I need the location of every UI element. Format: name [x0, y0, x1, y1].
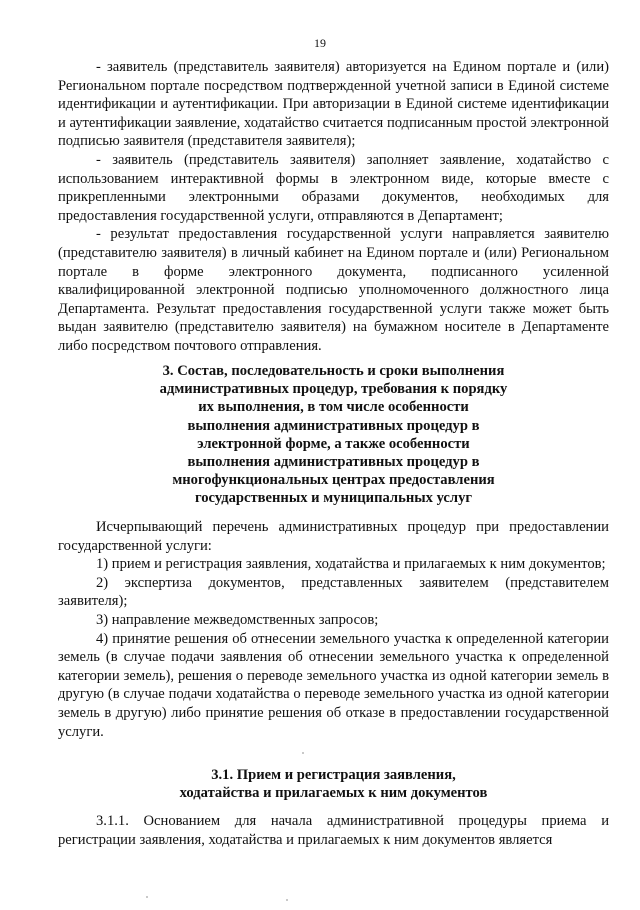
section-3-heading — [58, 362, 609, 508]
intro-section — [58, 58, 609, 356]
paragraph-authorization: - заявитель (представитель заявителя) авторизуется на Едином портале и (или) Региональном портале посредством подтвержденной учетной записи в Единой системе идентификации и аутентификации. При авторизации в Единой системе идентификации и аутентификации заявление, ходатайство считается подписанным простой электронной подписью заявителя (представителя заявителя); — [58, 59, 609, 150]
list-item-procedure-4: 4) принятие решения об отнесении земельного участка к определенной категории земель (в случае подачи заявления об отнесении земельного участка к определенной категории земель), решения о переводе земельного участка из одной категории земель в другую (в случае подачи ходатайства о переводе земельного участка из одной категории земель в другую) либо принятие решения об отказе в предоставлении государственной услуги. — [58, 630, 609, 740]
paragraph-form-filling: - заявитель (представитель заявителя) заполняет заявление, ходатайство с использованием интерактивной формы в электронном виде, которые вместе с прикрепленными электронными образами документов, необходимых для предоставления государственной услуги, отправляются в Департамент; — [58, 151, 609, 224]
heading-line: 3.1. Прием и регистрация заявления, — [211, 767, 456, 783]
list-item-procedure-1: 1) прием и регистрация заявления, ходатайства и прилагаемых к ним документов; — [96, 556, 606, 573]
paragraph-3-1-1: 3.1.1. Основанием для начала административной процедуры приема и регистрации заявления, ходатайства и прилагаемых к ним документов является — [58, 813, 609, 848]
heading-line: выполнения административных процедур в — [187, 417, 480, 434]
scan-speck — [146, 896, 148, 898]
heading-line: административных процедур, требования к порядку — [159, 381, 508, 398]
heading-line: государственных и муниципальных услуг — [194, 490, 473, 507]
heading-line: их выполнения, в том числе особенности — [198, 399, 469, 416]
paragraph-result-delivery: - результат предоставления государственной услуги направляется заявителю (представителю заявителя) в личный кабинет на Едином портале и (или) Региональном портале в форме электронного документа, подписанного усиленной квалифицированной электронной подписью уполномоченного должностного лица Департамента. Результат предоставления государственной услуги также может быть выдан заявителю (представителю заявителя) на бумажном носителе в Департаменте либо посредством почтового отправления. — [58, 226, 609, 354]
list-item-procedure-2: 2) экспертиза документов, представленных заявителем (представителем заявителя); — [58, 574, 609, 610]
subsection-3-1-body — [58, 812, 609, 849]
scan-speck — [302, 752, 304, 754]
paragraph-procedures-intro: Исчерпывающий перечень административных процедур при предоставлении государственной услуги: — [58, 519, 609, 554]
page-number: 19 — [314, 36, 326, 50]
heading-line: многофункциональных центрах предоставления — [172, 472, 495, 489]
heading-line: ходатайства и прилагаемых к ним документов — [179, 785, 488, 802]
list-item-procedure-3: 3) направление межведомственных запросов; — [96, 611, 379, 628]
subsection-3-1-heading — [58, 766, 609, 802]
heading-line: выполнения административных процедур в — [187, 454, 480, 471]
scan-speck — [286, 899, 288, 901]
procedures-list — [58, 518, 609, 741]
heading-line: 3. Состав, последовательность и сроки выполнения — [162, 363, 505, 379]
heading-line: электронной форме, а также особенности — [197, 435, 470, 452]
